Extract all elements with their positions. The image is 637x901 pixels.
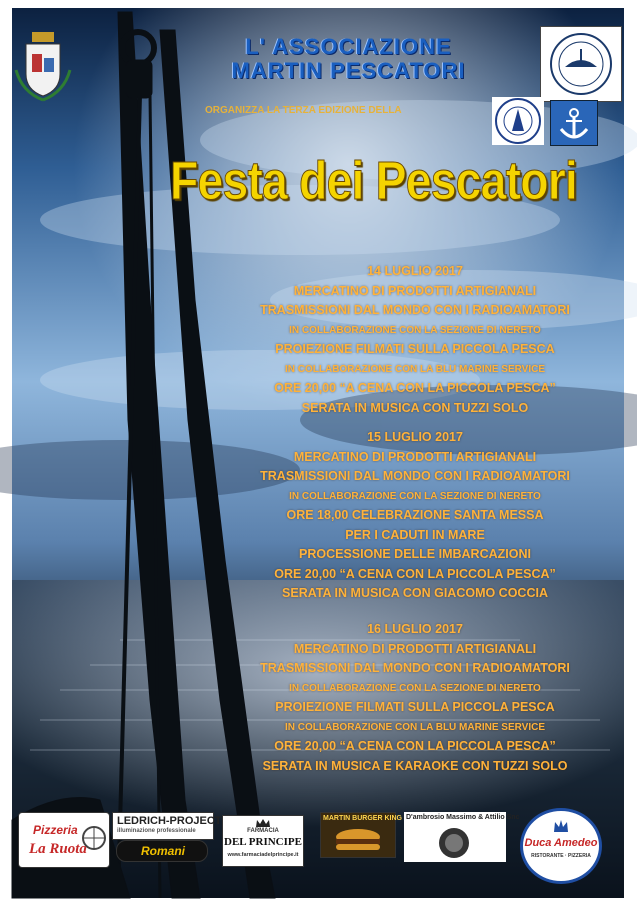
schedule-line: MERCATINO DI PRODOTTI ARTIGIANALI xyxy=(293,641,537,656)
romani-logo xyxy=(116,840,208,862)
pizzeria-name: La Ruota xyxy=(29,841,87,857)
schedule-line: TRASMISSIONI DAL MONDO CON I RADIOAMATORI xyxy=(260,303,570,317)
schedule-line: IN COLLABORAZIONE CON LA SEZIONE DI NERETO xyxy=(289,490,541,502)
burger-name: MARTIN BURGER KING xyxy=(323,815,402,822)
martin-burger-king-logo xyxy=(320,812,402,858)
pizzeria-label: Pizzeria xyxy=(33,823,78,837)
schedule-date: 16 LUGLIO 2017 xyxy=(367,622,463,636)
blu-marine-logo xyxy=(540,26,622,102)
schedule-line: MERCATINO DI PRODOTTI ARTIGIANALI xyxy=(293,283,537,298)
pizzeria-la-ruota-logo xyxy=(18,812,110,868)
schedule-line: TRASMISSIONI DAL MONDO CON I RADIOAMATORI xyxy=(260,469,570,483)
schedule-line: PROCESSIONE DELLE IMBARCAZIONI xyxy=(299,547,531,561)
ledrich-name: LEDRICH-PROJECT xyxy=(117,815,222,827)
schedule-date: 14 LUGLIO 2017 xyxy=(367,264,463,278)
duca-amedeo-logo xyxy=(520,808,602,884)
schedule-line: SERATA IN MUSICA CON GIACOMO COCCIA xyxy=(282,586,548,600)
schedule-line: TRASMISSIONI DAL MONDO CON I RADIOAMATORI xyxy=(260,661,570,675)
schedule-line: IN COLLABORAZIONE CON LA SEZIONE DI NERETO xyxy=(289,682,541,694)
anchor-logo xyxy=(550,100,598,146)
schedule-line: MERCATINO DI PRODOTTI ARTIGIANALI xyxy=(293,449,537,464)
radio-club-seal-logo xyxy=(492,97,544,145)
organizer-subtitle: ORGANIZZA LA TERZA EDIZIONE DELLA xyxy=(205,105,402,116)
duca-sub: RISTORANTE · PIZZERIA xyxy=(531,853,591,859)
schedule-line: PROIEZIONE FILMATI SULLA PICCOLA PESCA xyxy=(275,342,555,356)
schedule-date: 15 LUGLIO 2017 xyxy=(367,430,463,444)
schedule-line: IN COLLABORAZIONE CON LA BLU MARINE SERVICE xyxy=(284,721,545,733)
farmacia-url: www.farmaciadelprincipe.it xyxy=(227,852,299,858)
day-16-schedule xyxy=(200,620,630,776)
schedule-line: ORE 20,00 “A CENA CON LA PICCOLA PESCA” xyxy=(274,566,556,581)
association-title-line1: L' ASSOCIAZIONE xyxy=(245,34,452,59)
event-title: Festa dei Pescatori xyxy=(170,151,577,211)
schedule-line: ORE 18,00 CELEBRAZIONE SANTA MESSA xyxy=(286,508,544,522)
town-crest-logo xyxy=(12,30,74,102)
schedule-line: PER I CADUTI IN MARE xyxy=(345,527,485,542)
schedule-line: IN COLLABORAZIONE CON LA SEZIONE DI NERETO xyxy=(289,324,541,336)
ledrich-sub: illuminazione professionale xyxy=(117,828,196,834)
ledrich-project-logo xyxy=(112,812,222,840)
duca-name: Duca Amedeo xyxy=(524,837,598,849)
dambrosio-name: D'ambrosio Massimo & Attilio Snc xyxy=(406,814,520,821)
schedule-line: IN COLLABORAZIONE CON LA BLU MARINE SERVICE xyxy=(284,363,545,375)
farmacia-name: DEL PRINCIPE xyxy=(224,836,302,848)
schedule-line: SERATA IN MUSICA E KARAOKE CON TUZZI SOLO xyxy=(262,758,568,773)
schedule-line: PROIEZIONE FILMATI SULLA PICCOLA PESCA xyxy=(275,700,555,714)
schedule-line: ORE 20,00 “A CENA CON LA PICCOLA PESCA” xyxy=(274,739,556,753)
day-15-schedule xyxy=(200,428,630,604)
dambrosio-logo xyxy=(404,812,520,862)
day-14-schedule xyxy=(200,262,630,418)
farmacia-label: FARMACIA xyxy=(247,828,279,834)
schedule-line: SERATA IN MUSICA CON TUZZI SOLO xyxy=(301,400,529,415)
schedule-line: ORE 20,00 “A CENA CON LA PICCOLA PESCA” xyxy=(274,381,556,395)
association-title-line2: MARTIN PESCATORI xyxy=(231,58,466,83)
romani-name: Romani xyxy=(141,844,186,858)
farmacia-del-principe-logo xyxy=(222,815,304,867)
